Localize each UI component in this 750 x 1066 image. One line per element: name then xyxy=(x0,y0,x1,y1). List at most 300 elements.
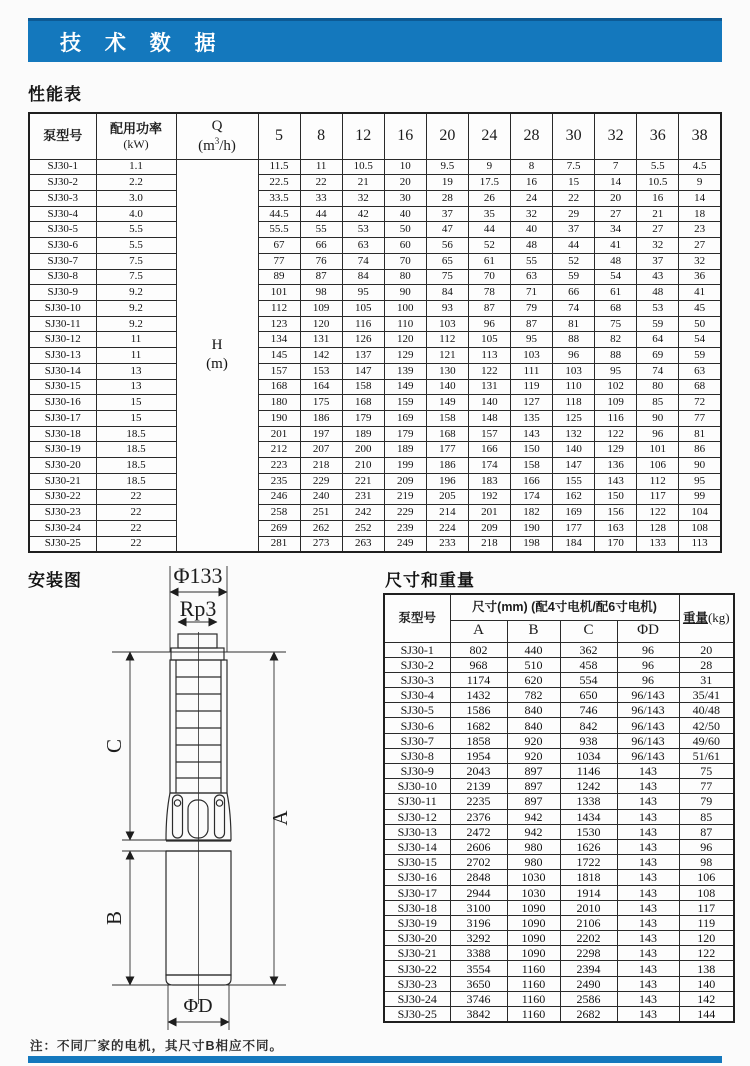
table-cell: 1722 xyxy=(560,855,617,870)
table-cell: 440 xyxy=(507,642,560,657)
table-cell: 44 xyxy=(300,206,342,222)
performance-header-row xyxy=(29,113,721,159)
table-cell: 54 xyxy=(595,269,637,285)
table-cell: 34 xyxy=(595,222,637,238)
table-cell: 55.5 xyxy=(258,222,300,238)
table-cell: 9 xyxy=(679,175,721,191)
table-cell: 2606 xyxy=(450,839,507,854)
table-cell: SJ30-7 xyxy=(29,253,96,269)
performance-row xyxy=(29,395,721,411)
dimensions-row xyxy=(384,931,734,946)
table-cell: 3554 xyxy=(450,961,507,976)
table-cell: 80 xyxy=(637,379,679,395)
table-cell: 9.5 xyxy=(426,159,468,175)
performance-row xyxy=(29,489,721,505)
footnote: 注：不同厂家的电机，其尺寸B相应不同。 xyxy=(30,1039,284,1053)
table-cell: 942 xyxy=(507,824,560,839)
table-cell: 205 xyxy=(426,489,468,505)
table-cell: 113 xyxy=(679,536,721,552)
table-cell: 74 xyxy=(637,363,679,379)
performance-row xyxy=(29,348,721,364)
table-cell: 153 xyxy=(300,363,342,379)
table-cell: 1432 xyxy=(450,688,507,703)
table-cell: 67 xyxy=(258,238,300,254)
table-cell: 143 xyxy=(617,900,679,915)
table-cell: 2043 xyxy=(450,764,507,779)
installation-section-heading: 安装图 xyxy=(28,571,82,590)
table-cell: 106 xyxy=(637,458,679,474)
table-cell: 10.5 xyxy=(342,159,384,175)
table-cell: 29 xyxy=(553,206,595,222)
table-cell: 113 xyxy=(468,348,510,364)
table-cell: 41 xyxy=(595,238,637,254)
dimensions-table-head xyxy=(384,594,734,642)
table-cell: 842 xyxy=(560,718,617,733)
table-cell: 143 xyxy=(595,473,637,489)
table-cell: 143 xyxy=(617,839,679,854)
dimensions-row xyxy=(384,779,734,794)
table-cell: 2586 xyxy=(560,991,617,1006)
table-cell: 117 xyxy=(679,900,734,915)
table-cell: 9.2 xyxy=(96,300,176,316)
table-cell: 269 xyxy=(258,521,300,537)
dims-subcol-a: A xyxy=(450,620,507,642)
table-cell: 782 xyxy=(507,688,560,703)
table-cell: 197 xyxy=(300,426,342,442)
table-cell: SJ30-17 xyxy=(29,411,96,427)
table-cell: 40/48 xyxy=(679,703,734,718)
table-cell: 218 xyxy=(300,458,342,474)
table-cell: 84 xyxy=(342,269,384,285)
table-cell: SJ30-25 xyxy=(29,536,96,552)
table-cell: 182 xyxy=(510,505,552,521)
table-cell: 28 xyxy=(426,190,468,206)
dimensions-row xyxy=(384,946,734,961)
table-cell: 201 xyxy=(468,505,510,521)
table-cell: 1030 xyxy=(507,870,560,885)
table-cell: 41 xyxy=(679,285,721,301)
table-cell: 84 xyxy=(426,285,468,301)
flow-col-header: 36 xyxy=(637,113,679,159)
table-cell: 116 xyxy=(595,411,637,427)
table-cell: 175 xyxy=(300,395,342,411)
performance-row xyxy=(29,222,721,238)
table-cell: 2106 xyxy=(560,915,617,930)
table-cell: 16 xyxy=(510,175,552,191)
table-cell: 3.0 xyxy=(96,190,176,206)
performance-row xyxy=(29,521,721,537)
table-cell: 2848 xyxy=(450,870,507,885)
table-cell: 30 xyxy=(384,190,426,206)
table-cell: 112 xyxy=(426,332,468,348)
table-cell: 79 xyxy=(679,794,734,809)
table-cell: 27 xyxy=(637,222,679,238)
performance-section-heading: 性能表 xyxy=(28,85,82,104)
table-cell: SJ30-4 xyxy=(29,206,96,222)
table-cell: 85 xyxy=(679,809,734,824)
table-cell: 96/143 xyxy=(617,748,679,763)
table-cell: 122 xyxy=(679,946,734,961)
performance-row xyxy=(29,536,721,552)
table-cell: 27 xyxy=(679,238,721,254)
table-cell: 77 xyxy=(679,779,734,794)
table-cell: 44 xyxy=(468,222,510,238)
table-cell: 3196 xyxy=(450,915,507,930)
performance-row xyxy=(29,316,721,332)
flow-col-header: 8 xyxy=(300,113,342,159)
table-cell: 119 xyxy=(679,915,734,930)
table-cell: 110 xyxy=(553,379,595,395)
dim-label-rp3: Rp3 xyxy=(179,596,217,621)
table-cell: 36 xyxy=(679,269,721,285)
table-cell: 130 xyxy=(426,363,468,379)
table-cell: 131 xyxy=(300,332,342,348)
table-cell: 212 xyxy=(258,442,300,458)
table-cell: 4.0 xyxy=(96,206,176,222)
table-cell: 159 xyxy=(384,395,426,411)
table-cell: 143 xyxy=(617,991,679,1006)
table-cell: 143 xyxy=(617,779,679,794)
table-cell: 180 xyxy=(258,395,300,411)
dimensions-row xyxy=(384,824,734,839)
table-cell: 122 xyxy=(595,426,637,442)
flow-col-header: 24 xyxy=(468,113,510,159)
table-cell: SJ30-21 xyxy=(29,473,96,489)
table-cell: 37 xyxy=(426,206,468,222)
table-cell: 98 xyxy=(300,285,342,301)
table-cell: 177 xyxy=(426,442,468,458)
table-cell: 1090 xyxy=(507,900,560,915)
table-cell: 70 xyxy=(384,253,426,269)
table-cell: 9.2 xyxy=(96,285,176,301)
table-cell: 2298 xyxy=(560,946,617,961)
table-cell: 127 xyxy=(510,395,552,411)
table-cell: 136 xyxy=(595,458,637,474)
table-cell: 54 xyxy=(679,332,721,348)
table-cell: 101 xyxy=(258,285,300,301)
table-cell: 137 xyxy=(342,348,384,364)
performance-row xyxy=(29,269,721,285)
table-cell: 22.5 xyxy=(258,175,300,191)
table-cell: 50 xyxy=(679,316,721,332)
dimensions-row xyxy=(384,855,734,870)
table-cell: 118 xyxy=(553,395,595,411)
table-cell: 1338 xyxy=(560,794,617,809)
table-cell: 79 xyxy=(510,300,552,316)
dimensions-row xyxy=(384,794,734,809)
table-cell: 168 xyxy=(342,395,384,411)
table-cell: 1090 xyxy=(507,946,560,961)
table-cell: 157 xyxy=(258,363,300,379)
table-cell: 120 xyxy=(300,316,342,332)
table-cell: 968 xyxy=(450,657,507,672)
table-cell: 186 xyxy=(300,411,342,427)
dimensions-table xyxy=(383,593,735,1023)
table-cell: 128 xyxy=(637,521,679,537)
table-cell: SJ30-16 xyxy=(29,395,96,411)
table-cell: 33.5 xyxy=(258,190,300,206)
table-cell: 117 xyxy=(637,489,679,505)
table-cell: 75 xyxy=(679,764,734,779)
table-cell: 104 xyxy=(679,505,721,521)
table-cell: 125 xyxy=(553,411,595,427)
table-cell: 189 xyxy=(342,426,384,442)
table-cell: 19 xyxy=(426,175,468,191)
table-cell: 22 xyxy=(96,521,176,537)
table-cell: 242 xyxy=(342,505,384,521)
table-cell: 174 xyxy=(468,458,510,474)
table-cell: 249 xyxy=(384,536,426,552)
table-cell: 147 xyxy=(342,363,384,379)
table-cell: 2139 xyxy=(450,779,507,794)
table-cell: 9.2 xyxy=(96,316,176,332)
table-cell: 147 xyxy=(553,458,595,474)
table-cell: 1242 xyxy=(560,779,617,794)
dimensions-row xyxy=(384,976,734,991)
table-cell: 15 xyxy=(96,395,176,411)
dim-label-c: C xyxy=(102,738,126,754)
table-cell: 224 xyxy=(426,521,468,537)
flow-col-header: 32 xyxy=(595,113,637,159)
table-cell: 53 xyxy=(637,300,679,316)
dimensions-row xyxy=(384,764,734,779)
table-cell: SJ30-8 xyxy=(384,748,450,763)
table-cell: 263 xyxy=(342,536,384,552)
table-cell: 105 xyxy=(342,300,384,316)
table-cell: 87 xyxy=(300,269,342,285)
table-cell: 89 xyxy=(258,269,300,285)
table-cell: 252 xyxy=(342,521,384,537)
table-cell: SJ30-21 xyxy=(384,946,450,961)
table-cell: 119 xyxy=(510,379,552,395)
table-cell: 1090 xyxy=(507,915,560,930)
performance-row xyxy=(29,473,721,489)
dims-col-header-size: 尺寸(mm) (配4寸电机/配6寸电机) xyxy=(450,594,679,620)
table-cell: 75 xyxy=(426,269,468,285)
table-cell: 77 xyxy=(679,411,721,427)
table-cell: SJ30-15 xyxy=(384,855,450,870)
dimensions-section-heading: 尺寸和重量 xyxy=(385,571,475,590)
flow-col-header: 16 xyxy=(384,113,426,159)
table-cell: 105 xyxy=(468,332,510,348)
table-cell: 140 xyxy=(426,379,468,395)
table-cell: 71 xyxy=(510,285,552,301)
table-cell: 980 xyxy=(507,855,560,870)
table-cell: 2682 xyxy=(560,1007,617,1022)
table-cell: SJ30-11 xyxy=(384,794,450,809)
title-bar xyxy=(28,18,722,62)
table-cell: 40 xyxy=(384,206,426,222)
table-cell: 112 xyxy=(637,473,679,489)
table-cell: 22 xyxy=(96,536,176,552)
table-cell: 3292 xyxy=(450,931,507,946)
table-cell: 96 xyxy=(679,839,734,854)
table-cell: 13 xyxy=(96,379,176,395)
table-cell: 32 xyxy=(510,206,552,222)
table-cell: 14 xyxy=(595,175,637,191)
flow-col-header: 38 xyxy=(679,113,721,159)
dimensions-row xyxy=(384,961,734,976)
table-cell: 55 xyxy=(510,253,552,269)
table-cell: SJ30-4 xyxy=(384,688,450,703)
table-cell: 1160 xyxy=(507,961,560,976)
weight-label: 重量 xyxy=(682,610,708,625)
performance-row xyxy=(29,411,721,427)
table-cell: 96 xyxy=(617,642,679,657)
table-cell: 61 xyxy=(595,285,637,301)
table-cell: 169 xyxy=(553,505,595,521)
table-cell: 184 xyxy=(553,536,595,552)
performance-row xyxy=(29,363,721,379)
table-cell: SJ30-19 xyxy=(384,915,450,930)
table-cell: 28 xyxy=(679,657,734,672)
table-cell: 33 xyxy=(300,190,342,206)
table-cell: 18.5 xyxy=(96,426,176,442)
table-cell: 44.5 xyxy=(258,206,300,222)
performance-row xyxy=(29,300,721,316)
dims-subcol-c: C xyxy=(560,620,617,642)
table-cell: 198 xyxy=(510,536,552,552)
table-cell: 96/143 xyxy=(617,688,679,703)
table-cell: 48 xyxy=(595,253,637,269)
table-cell: 1954 xyxy=(450,748,507,763)
table-cell: 72 xyxy=(679,395,721,411)
table-cell: 3100 xyxy=(450,900,507,915)
table-cell: 218 xyxy=(468,536,510,552)
table-cell: 150 xyxy=(510,442,552,458)
table-cell: 20 xyxy=(384,175,426,191)
table-cell: 458 xyxy=(560,657,617,672)
table-cell: 15 xyxy=(553,175,595,191)
table-cell: 177 xyxy=(553,521,595,537)
dimension-lines xyxy=(112,566,286,1030)
table-cell: 143 xyxy=(617,824,679,839)
table-cell: 158 xyxy=(426,411,468,427)
table-cell: 15 xyxy=(96,411,176,427)
table-cell: 103 xyxy=(553,363,595,379)
table-cell: 143 xyxy=(617,855,679,870)
table-cell: 120 xyxy=(384,332,426,348)
performance-table xyxy=(28,112,722,553)
performance-table-body xyxy=(29,159,721,552)
table-cell: 1858 xyxy=(450,733,507,748)
table-cell: 77 xyxy=(258,253,300,269)
table-cell: 897 xyxy=(507,779,560,794)
dimensions-row xyxy=(384,870,734,885)
table-cell: 100 xyxy=(384,300,426,316)
table-cell: 155 xyxy=(553,473,595,489)
table-cell: 23 xyxy=(679,222,721,238)
table-cell: SJ30-5 xyxy=(384,703,450,718)
performance-row xyxy=(29,159,721,175)
table-cell: 143 xyxy=(617,870,679,885)
table-cell: 650 xyxy=(560,688,617,703)
table-cell: 135 xyxy=(510,411,552,427)
table-cell: 81 xyxy=(679,426,721,442)
dim-label-phi133: Φ133 xyxy=(173,563,223,588)
table-cell: 138 xyxy=(679,961,734,976)
table-cell: 1914 xyxy=(560,885,617,900)
table-cell: 142 xyxy=(300,348,342,364)
table-cell: 129 xyxy=(595,442,637,458)
table-cell: 56 xyxy=(426,238,468,254)
table-cell: 140 xyxy=(679,976,734,991)
performance-row xyxy=(29,505,721,521)
table-cell: 620 xyxy=(507,672,560,687)
table-cell: 86 xyxy=(679,442,721,458)
table-cell: SJ30-16 xyxy=(384,870,450,885)
table-cell: 96 xyxy=(617,657,679,672)
table-cell: 143 xyxy=(617,931,679,946)
table-cell: 258 xyxy=(258,505,300,521)
table-cell: 2490 xyxy=(560,976,617,991)
dim-label-a: A xyxy=(268,810,292,826)
table-cell: 129 xyxy=(384,348,426,364)
table-cell: 199 xyxy=(384,458,426,474)
table-cell: 1.1 xyxy=(96,159,176,175)
table-cell: 179 xyxy=(342,411,384,427)
table-cell: 63 xyxy=(342,238,384,254)
page-title: 技 术 数 据 xyxy=(60,31,225,55)
dims-subcol-d: ΦD xyxy=(617,620,679,642)
table-cell: 53 xyxy=(342,222,384,238)
table-cell: 108 xyxy=(679,885,734,900)
table-cell: 96/143 xyxy=(617,718,679,733)
table-cell: 109 xyxy=(595,395,637,411)
table-cell: 2235 xyxy=(450,794,507,809)
table-cell: 18.5 xyxy=(96,442,176,458)
table-cell: 74 xyxy=(553,300,595,316)
table-cell: 111 xyxy=(510,363,552,379)
q-unit: $(m^3/h)$ xyxy=(198,135,236,154)
performance-row xyxy=(29,285,721,301)
table-cell: 22 xyxy=(300,175,342,191)
table-cell: 143 xyxy=(617,764,679,779)
table-cell: 17.5 xyxy=(468,175,510,191)
table-cell: 143 xyxy=(617,915,679,930)
table-cell: 192 xyxy=(468,489,510,505)
table-cell: SJ30-13 xyxy=(384,824,450,839)
table-cell: 96/143 xyxy=(617,703,679,718)
table-cell: 5.5 xyxy=(96,238,176,254)
table-cell: SJ30-15 xyxy=(29,379,96,395)
table-cell: 90 xyxy=(384,285,426,301)
table-cell: 122 xyxy=(468,363,510,379)
table-cell: 233 xyxy=(426,536,468,552)
table-cell: SJ30-1 xyxy=(384,642,450,657)
table-cell: 2376 xyxy=(450,809,507,824)
table-cell: SJ30-19 xyxy=(29,442,96,458)
dims-col-header-weight xyxy=(679,594,734,642)
table-cell: 18.5 xyxy=(96,473,176,489)
table-cell: 240 xyxy=(300,489,342,505)
table-cell: 190 xyxy=(258,411,300,427)
table-cell: 156 xyxy=(595,505,637,521)
table-cell: SJ30-20 xyxy=(29,458,96,474)
table-cell: 110 xyxy=(384,316,426,332)
performance-row xyxy=(29,379,721,395)
performance-row xyxy=(29,238,721,254)
table-cell: 2944 xyxy=(450,885,507,900)
table-cell: 169 xyxy=(384,411,426,427)
table-cell: SJ30-2 xyxy=(384,657,450,672)
table-cell: 143 xyxy=(617,961,679,976)
table-cell: 52 xyxy=(553,253,595,269)
table-cell: 40 xyxy=(510,222,552,238)
table-cell: 223 xyxy=(258,458,300,474)
table-cell: 1160 xyxy=(507,1007,560,1022)
table-cell: SJ30-23 xyxy=(384,976,450,991)
